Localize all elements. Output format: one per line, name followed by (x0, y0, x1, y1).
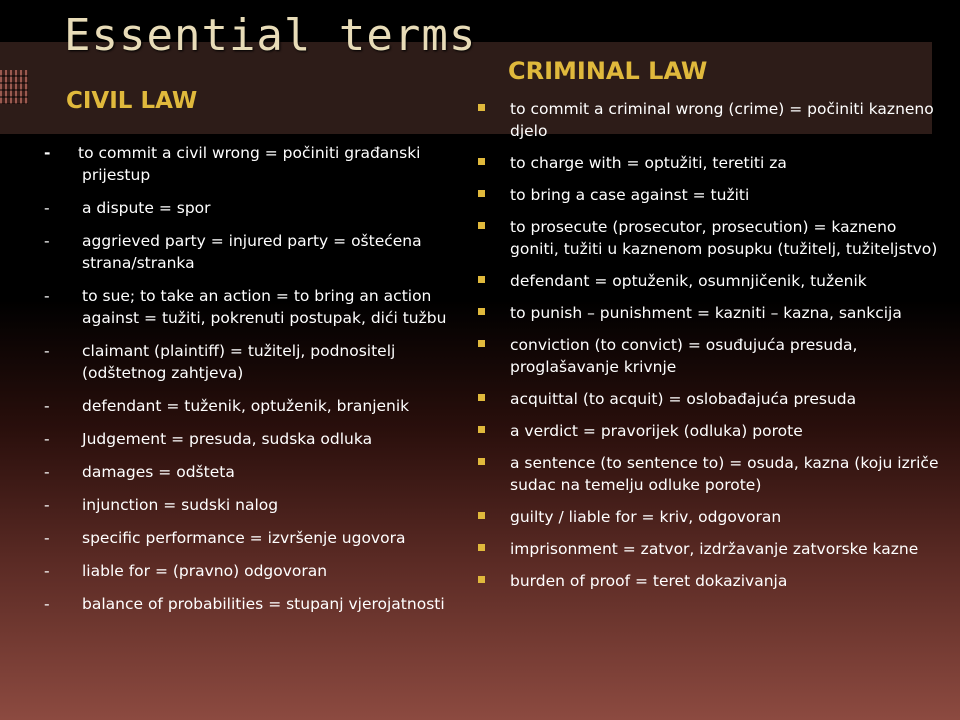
criminal-term-text: guilty / liable for = kriv, odgovoran (510, 508, 782, 526)
criminal-term-text: conviction (to convict) = osuđujuća presuda, proglašavanje krivnje (510, 336, 858, 376)
square-bullet-icon (478, 426, 485, 433)
civil-law-heading: CIVIL LAW (66, 88, 198, 114)
dash-icon: - (44, 595, 50, 613)
square-bullet-icon (478, 394, 485, 401)
criminal-term-text: to commit a criminal wrong (crime) = počiniti kazneno djelo (510, 100, 934, 140)
dash-icon: - (44, 342, 50, 360)
civil-term-item (40, 230, 460, 274)
criminal-term-text: acquittal (to acquit) = oslobađajuća presuda (510, 390, 857, 408)
square-bullet-icon (478, 308, 485, 315)
civil-term-text: claimant (plaintiff) = tužitelj, podnositelj (odštetnog zahtjeva) (82, 342, 396, 382)
civil-law-list (40, 142, 460, 626)
dash-icon: - (44, 562, 50, 580)
civil-term-item (40, 285, 460, 329)
civil-term-text: aggrieved party = injured party = oštećena strana/stranka (82, 232, 422, 272)
square-bullet-icon (478, 104, 485, 111)
civil-term-text: Judgement = presuda, sudska odluka (82, 430, 373, 448)
criminal-law-heading: CRIMINAL LAW (508, 57, 708, 85)
criminal-term-text: imprisonment = zatvor, izdržavanje zatvorske kazne (510, 540, 919, 558)
decorative-stripes-icon (0, 70, 28, 104)
dash-icon: - (44, 144, 51, 162)
criminal-term-item (470, 506, 940, 528)
square-bullet-icon (478, 158, 485, 165)
dash-icon: - (44, 199, 50, 217)
criminal-term-item (470, 452, 940, 496)
criminal-term-item (470, 388, 940, 410)
criminal-term-item (470, 152, 940, 174)
dash-icon: - (44, 287, 50, 305)
criminal-law-list (470, 98, 940, 602)
criminal-term-item (470, 334, 940, 378)
criminal-term-text: to punish – punishment = kazniti – kazna, sankcija (510, 304, 902, 322)
criminal-term-item (470, 420, 940, 442)
civil-term-text: defendant = tuženik, optuženik, branjenik (82, 397, 410, 415)
civil-term-item (40, 494, 460, 516)
square-bullet-icon (478, 458, 485, 465)
civil-term-text: balance of probabilities = stupanj vjerojatnosti (82, 595, 445, 613)
civil-term-item (40, 593, 460, 615)
criminal-term-item (470, 302, 940, 324)
civil-term-text: a dispute = spor (82, 199, 211, 217)
dash-icon: - (44, 397, 50, 415)
criminal-term-item (470, 98, 940, 142)
civil-term-text: to sue; to take an action = to bring an action against = tužiti, pokrenuti postupak, dići tužbu (82, 287, 447, 327)
civil-term-text: liable for = (pravno) odgovoran (82, 562, 328, 580)
dash-icon: - (44, 430, 50, 448)
square-bullet-icon (478, 512, 485, 519)
civil-term-item (40, 461, 460, 483)
civil-term-text: injunction = sudski nalog (82, 496, 279, 514)
dash-icon: - (44, 529, 50, 547)
dash-icon: - (44, 232, 50, 250)
square-bullet-icon (478, 276, 485, 283)
criminal-term-text: a verdict = pravorijek (odluka) porote (510, 422, 803, 440)
civil-term-item (40, 428, 460, 450)
civil-term-item (40, 560, 460, 582)
criminal-term-item (470, 216, 940, 260)
square-bullet-icon (478, 190, 485, 197)
criminal-term-text: burden of proof = teret dokazivanja (510, 572, 788, 590)
square-bullet-icon (478, 544, 485, 551)
civil-term-text: specific performance = izvršenje ugovora (82, 529, 406, 547)
criminal-term-item (470, 538, 940, 560)
civil-term-text: damages = odšteta (82, 463, 235, 481)
criminal-term-item (470, 184, 940, 206)
dash-icon: - (44, 496, 50, 514)
civil-term-item (40, 142, 460, 186)
square-bullet-icon (478, 576, 485, 583)
criminal-term-text: a sentence (to sentence to) = osuda, kazna (koju izriče sudac na temelju odluke porote) (510, 454, 939, 494)
criminal-term-text: to charge with = optužiti, teretiti za (510, 154, 787, 172)
criminal-term-text: to prosecute (prosecutor, prosecution) = kazneno goniti, tužiti u kaznenom posupku (tužitelj, tužiteljstvo) (510, 218, 938, 258)
civil-term-text: to commit a civil wrong = počiniti građanski prijestup (78, 144, 421, 184)
civil-term-item (40, 340, 460, 384)
civil-term-item (40, 527, 460, 549)
civil-term-item (40, 197, 460, 219)
criminal-term-text: defendant = optuženik, osumnjičenik, tuženik (510, 272, 867, 290)
square-bullet-icon (478, 222, 485, 229)
dash-icon: - (44, 463, 50, 481)
civil-term-item (40, 395, 460, 417)
page-title: Essential terms (64, 10, 477, 61)
criminal-term-text: to bring a case against = tužiti (510, 186, 750, 204)
criminal-term-item (470, 270, 940, 292)
square-bullet-icon (478, 340, 485, 347)
criminal-term-item (470, 570, 940, 592)
